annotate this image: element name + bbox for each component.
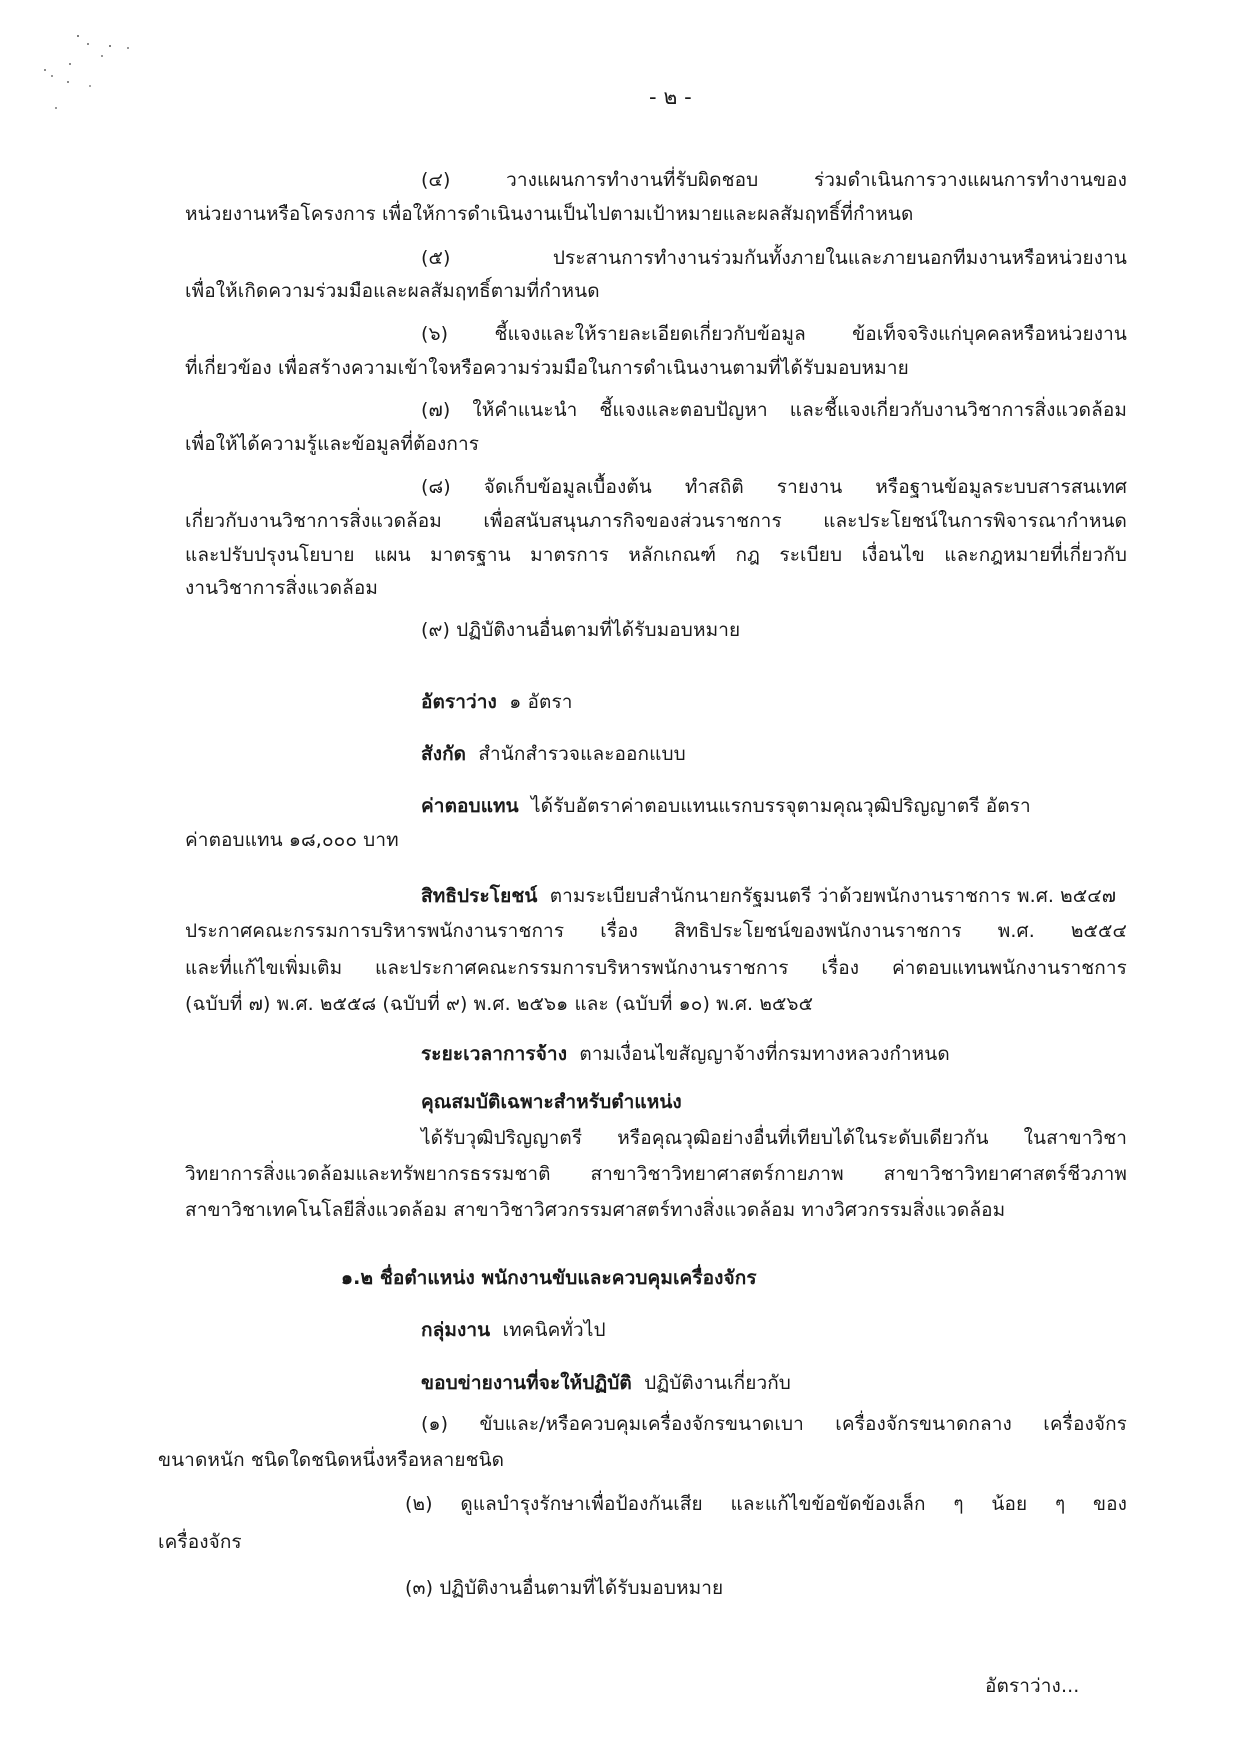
vacancy-row [421, 688, 573, 716]
benefits-label: สิทธิประโยชน์ [421, 885, 538, 907]
duty-8-line3: และปรับปรุงนโยบาย แผน มาตรฐาน มาตรการ หลักเกณฑ์ กฎ ระเบียบ เงื่อนไข และกฎหมายที่เกี่ยวกับ [185, 544, 1127, 566]
duty-4-line1: (๔) วางแผนการทำงานที่รับผิดชอบ ร่วมดำเนินการวางแผนการทำงานของ [421, 169, 1127, 191]
scope-row [421, 1369, 791, 1397]
duty-6-line1: (๖) ชี้แจงและให้รายละเอียดเกี่ยวกับข้อมูล ข้อเท็จจริงแก่บุคคลหรือหน่วยงาน [421, 323, 1127, 345]
qualifications-line2: วิทยาการสิ่งแวดล้อมและทรัพยากรธรรมชาติ สาขาวิชาวิทยาศาสตร์กายภาพ สาขาวิชาวิทยาศาสตร์ชีวภาพ [185, 1163, 1127, 1185]
position-1-2-heading: ๑.๒ ชื่อตำแหน่ง พนักงานขับและควบคุมเครื่องจักร [341, 1267, 757, 1289]
employment-period-value: ตามเงื่อนไขสัญญาจ้างที่กรมทางหลวงกำหนด [579, 1043, 950, 1065]
employment-period-row [421, 1040, 950, 1068]
duty-7-line2: เพื่อให้ได้ความรู้และข้อมูลที่ต้องการ [185, 433, 480, 455]
work-group-row [421, 1316, 606, 1344]
duty-5-line1: (๕) ประสานการทำงานร่วมกันทั้งภายในและภายนอกทีมงานหรือหน่วยงาน [421, 247, 1127, 269]
benefits-line4: (ฉบับที่ ๗) พ.ศ. ๒๕๕๘ (ฉบับที่ ๙) พ.ศ. ๒๕๖๑ และ (ฉบับที่ ๑๐) พ.ศ. ๒๕๖๕ [185, 993, 814, 1015]
benefits-line3: และที่แก้ไขเพิ่มเติม และประกาศคณะกรรมการบริหารพนักงานราชการ เรื่อง ค่าตอบแทนพนักงานราชการ [185, 957, 1127, 979]
scope-item-2-line1: (๒) ดูแลบำรุงรักษาเพื่อป้องกันเสีย และแก้ไขข้อขัดข้องเล็ก ๆ น้อย ๆ ของ [405, 1493, 1128, 1515]
scope-value: ปฏิบัติงานเกี่ยวกับ [644, 1372, 791, 1394]
continuation-note: อัตราว่าง... [985, 1675, 1080, 1697]
qualifications-line1: ได้รับวุฒิปริญญาตรี หรือคุณวุฒิอย่างอื่นที่เทียบได้ในระดับเดียวกัน ในสาขาวิชา [421, 1127, 1127, 1149]
work-group-label: กลุ่มงาน [421, 1319, 491, 1341]
qualifications-heading: คุณสมบัติเฉพาะสำหรับตำแหน่ง [421, 1091, 682, 1113]
scope-item-1-line2: ขนาดหนัก ชนิดใดชนิดหนึ่งหรือหลายชนิด [158, 1449, 505, 1471]
affiliation-row [421, 740, 686, 768]
duty-5-line2: เพื่อให้เกิดความร่วมมือและผลสัมฤทธิ์ตามที่กำหนด [185, 280, 600, 302]
vacancy-label: อัตราว่าง [421, 691, 497, 713]
compensation-text1: ได้รับอัตราค่าตอบแทนแรกบรรจุตามคุณวุฒิปริญญาตรี อัตรา [531, 795, 1031, 817]
page-number: - ๒ - [649, 85, 692, 109]
scan-specks [40, 30, 170, 120]
benefits-line2: ประกาศคณะกรรมการบริหารพนักงานราชการ เรื่อง สิทธิประโยชน์ของพนักงานราชการ พ.ศ. ๒๕๕๔ [185, 920, 1127, 942]
compensation-line2: ค่าตอบแทน ๑๘,๐๐๐ บาท [185, 829, 399, 851]
affiliation-label: สังกัด [421, 743, 467, 765]
duty-9: (๙) ปฏิบัติงานอื่นตามที่ได้รับมอบหมาย [421, 619, 741, 641]
compensation-label: ค่าตอบแทน [421, 795, 519, 817]
duty-7-line1: (๗) ให้คำแนะนำ ชี้แจงและตอบปัญหา และชี้แจงเกี่ยวกับงานวิชาการสิ่งแวดล้อม [421, 399, 1127, 421]
scope-item-1-line1: (๑) ขับและ/หรือควบคุมเครื่องจักรขนาดเบา เครื่องจักรขนาดกลาง เครื่องจักร [421, 1413, 1127, 1435]
scope-item-2-line2: เครื่องจักร [158, 1531, 242, 1553]
duty-4-line2: หน่วยงานหรือโครงการ เพื่อให้การดำเนินงานเป็นไปตามเป้าหมายและผลสัมฤทธิ์ที่กำหนด [185, 203, 914, 225]
duty-8-line1: (๘) จัดเก็บข้อมูลเบื้องต้น ทำสถิติ รายงาน หรือฐานข้อมูลระบบสารสนเทศ [421, 476, 1127, 498]
scope-item-3: (๓) ปฏิบัติงานอื่นตามที่ได้รับมอบหมาย [405, 1577, 724, 1599]
qualifications-line3: สาขาวิชาเทคโนโลยีสิ่งแวดล้อม สาขาวิชาวิศวกรรมศาสตร์ทางสิ่งแวดล้อม ทางวิศวกรรมสิ่งแวดล้อม [185, 1199, 1006, 1221]
compensation-line1 [421, 792, 1031, 820]
duty-6-line2: ที่เกี่ยวข้อง เพื่อสร้างความเข้าใจหรือความร่วมมือในการดำเนินงานตามที่ได้รับมอบหมาย [185, 357, 909, 379]
duty-8-line4: งานวิชาการสิ่งแวดล้อม [185, 577, 378, 599]
work-group-value: เทคนิคทั่วไป [502, 1319, 606, 1341]
scope-label: ขอบข่ายงานที่จะให้ปฏิบัติ [421, 1372, 632, 1394]
affiliation-value: สำนักสำรวจและออกแบบ [478, 743, 686, 765]
vacancy-value: ๑ อัตรา [509, 691, 573, 713]
employment-period-label: ระยะเวลาการจ้าง [421, 1043, 568, 1065]
duty-8-line2: เกี่ยวกับงานวิชาการสิ่งแวดล้อม เพื่อสนับสนุนภารกิจของส่วนราชการ และประโยชน์ในการพิจารณากำหนด [185, 510, 1127, 532]
benefits-line1 [421, 882, 1116, 910]
benefits-text1: ตามระเบียบสำนักนายกรัฐมนตรี ว่าด้วยพนักงานราชการ พ.ศ. ๒๕๔๗ [549, 885, 1117, 907]
